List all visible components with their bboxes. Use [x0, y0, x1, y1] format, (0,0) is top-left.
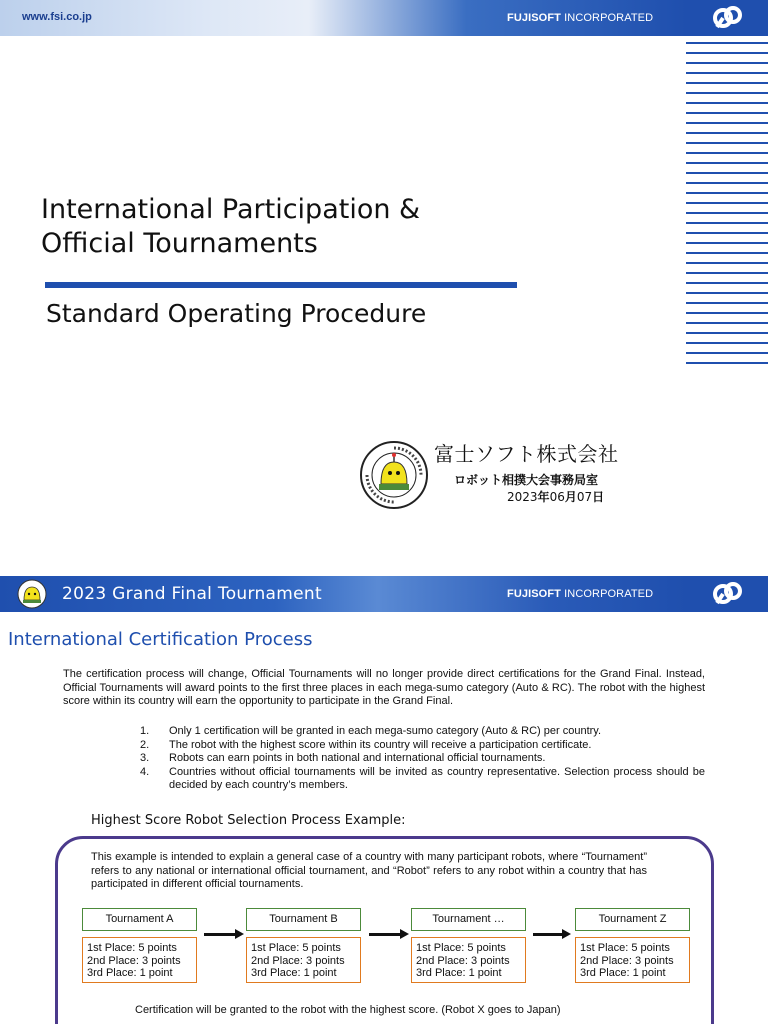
- tournament-header: Tournament A: [82, 908, 197, 931]
- list-item: [140, 752, 705, 766]
- list-number: 3.: [140, 752, 150, 764]
- list-item: [140, 725, 705, 739]
- list-number: 4.: [140, 765, 150, 778]
- example-title: Highest Score Robot Selection Process Example:: [91, 813, 406, 828]
- tournament-results: [246, 937, 361, 983]
- decorative-stripes: [686, 42, 768, 372]
- third-place-points: 3rd Place: 1 point: [580, 967, 666, 979]
- first-place-points: 1st Place: 5 points: [87, 942, 177, 954]
- certification-note: Certification will be granted to the robot with the highest score. (Robot X goes to Japan): [135, 1004, 561, 1016]
- list-number: 1.: [140, 725, 150, 737]
- date-month: 06: [549, 490, 565, 504]
- fujisoft-logo-icon: [713, 5, 743, 31]
- tournament-results: [411, 937, 526, 983]
- second-place-points: 2nd Place: 3 points: [251, 954, 345, 967]
- tournament-header: Tournament Z: [575, 908, 690, 931]
- brand-bold: FUJISOFT: [507, 12, 561, 24]
- list-item: [140, 766, 705, 793]
- title-line-2: Official Tournaments: [41, 228, 318, 259]
- company-brand: [507, 12, 653, 24]
- date-month-kanji: 月: [564, 490, 577, 504]
- document-date: [507, 488, 604, 505]
- third-place-points: 3rd Place: 1 point: [87, 967, 173, 979]
- example-paragraph: This example is intended to explain a general case of a country with many participant robots, where “Tournament” refers to any national or international official tournament, and “Robot” refers to any robot within a country that has participated in different official tournaments.: [91, 851, 647, 890]
- brand-rest: INCORPORATED: [560, 588, 654, 600]
- office-name-jp: ロボット相撲大会事務局室: [454, 473, 599, 487]
- tournament-results: [82, 937, 197, 983]
- company-name-jp: 富士ソフト株式会社: [434, 442, 619, 466]
- document-subtitle: Standard Operating Procedure: [46, 299, 427, 328]
- rules-list: [140, 725, 705, 793]
- tournament-header: Tournament …: [411, 908, 526, 931]
- fujisoft-logo: [686, 576, 768, 612]
- tournament-header: Tournament B: [246, 908, 361, 931]
- brand-bold: FUJISOFT: [507, 588, 561, 600]
- company-brand: [507, 588, 653, 600]
- section-title: International Certification Process: [8, 629, 313, 650]
- intro-paragraph: The certification process will change, Official Tournaments will no longer provide direct certifications for the Grand Final. Instead, Official Tournaments will award points to the first three places in each mega-sumo category (Auto & RC). The robot with the highest score within its country will earn the opportunity to participate in the Grand Final.: [63, 668, 705, 707]
- list-number: 2.: [140, 738, 150, 751]
- slide-header-title: 2023 Grand Final Tournament: [62, 584, 322, 604]
- date-year-kanji: 年: [537, 490, 550, 504]
- third-place-points: 3rd Place: 1 point: [416, 967, 502, 979]
- third-place-points: 3rd Place: 1 point: [251, 967, 337, 979]
- first-place-points: 1st Place: 5 points: [580, 942, 670, 954]
- certification-slide: [0, 576, 768, 1024]
- slide-header-bar: [0, 576, 686, 612]
- website-link[interactable]: www.fsi.co.jp: [22, 11, 92, 23]
- list-text: The robot with the highest score within its country will receive a participation certificate.: [169, 738, 592, 751]
- title-divider: [45, 282, 517, 288]
- date-day: 07: [576, 490, 593, 504]
- date-day-kanji: 日: [592, 490, 605, 504]
- top-banner: [0, 0, 686, 36]
- second-place-points: 2nd Place: 3 points: [87, 954, 181, 967]
- date-year: 2023: [507, 490, 538, 504]
- list-text: Robots can earn points in both national and international official tournaments.: [169, 752, 546, 764]
- tournament-results: [575, 937, 690, 983]
- second-place-points: 2nd Place: 3 points: [416, 954, 510, 967]
- list-text: Only 1 certification will be granted in each mega-sumo category (Auto & RC) per country.: [169, 725, 602, 737]
- list-item: [140, 739, 705, 753]
- first-place-points: 1st Place: 5 points: [251, 942, 341, 954]
- second-place-points: 2nd Place: 3 points: [580, 954, 674, 967]
- right-arrow-icon: [369, 933, 401, 936]
- fujisoft-logo: [686, 0, 768, 36]
- right-arrow-icon: [533, 933, 563, 936]
- right-arrow-icon: [204, 933, 236, 936]
- document-title: [41, 193, 601, 261]
- mascot-icon: [16, 579, 48, 609]
- first-place-points: 1st Place: 5 points: [416, 942, 506, 954]
- fujisoft-logo-icon: [713, 581, 743, 607]
- title-line-1: International Participation &: [41, 194, 421, 225]
- brand-rest: INCORPORATED: [560, 12, 654, 24]
- robot-sumo-seal-icon: [359, 440, 429, 510]
- list-text: Countries without official tournaments will be invited as country representative. Selection process should be decided by each country’s members.: [169, 765, 705, 791]
